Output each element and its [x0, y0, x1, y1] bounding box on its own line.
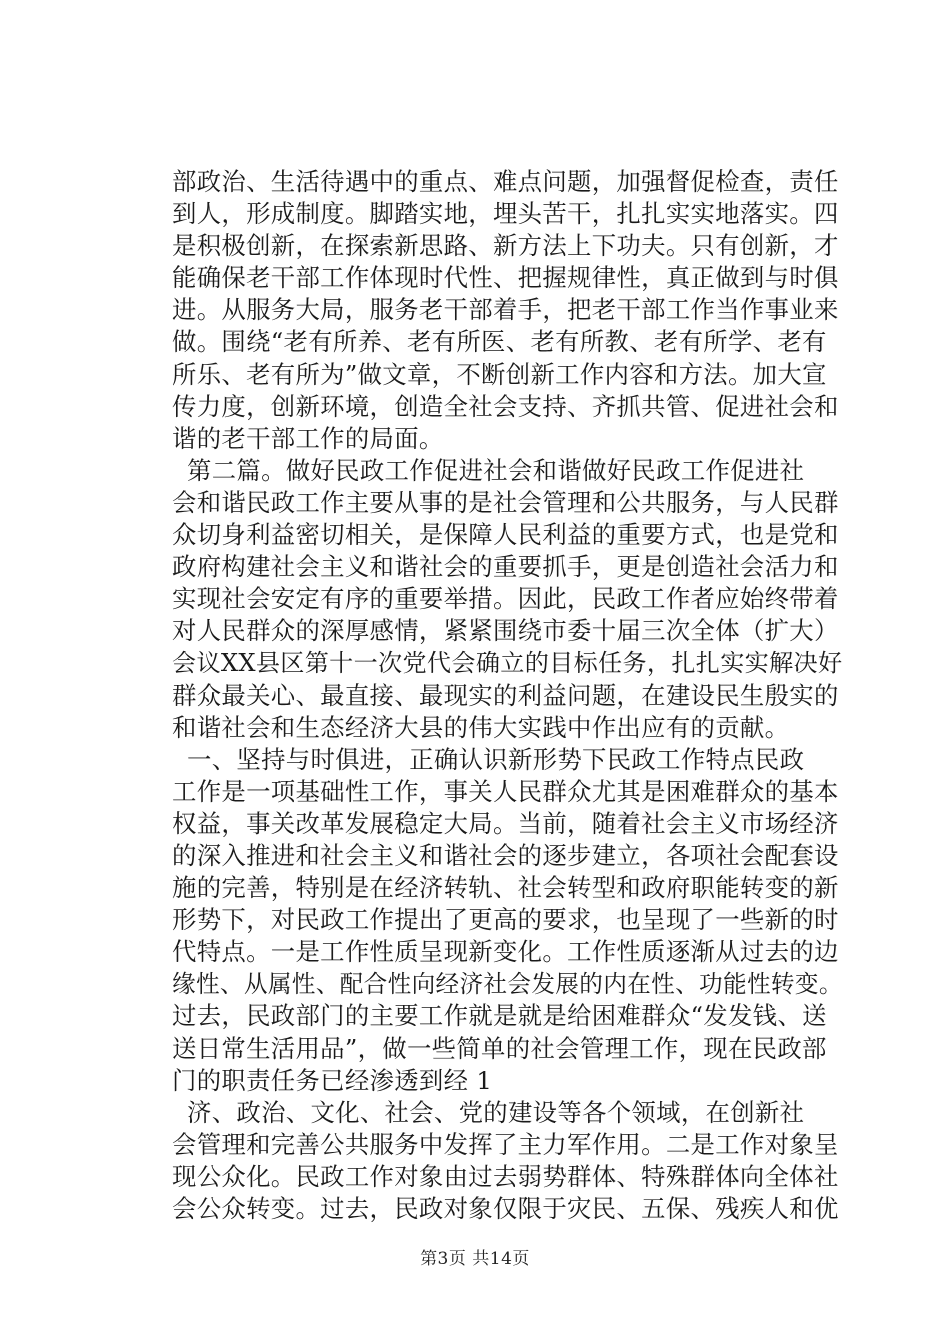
text-line: 会议XX县区第十一次党代会确立的目标任务，扎扎实实解决好 [172, 649, 843, 678]
text-line: 门的职责任务已经渗透到经 1 [172, 1065, 493, 1095]
text-line: 进。从服务大局，服务老干部着手，把老干部工作当作事业来 [172, 295, 839, 325]
page-footer: 第3页 共14页 [420, 1249, 530, 1269]
text-line: 实现社会安定有序的重要举措。因此，民政工作者应始终带着 [172, 584, 839, 614]
text-line: 能确保老干部工作体现时代性、把握规律性，真正做到与时俱 [172, 263, 839, 293]
text-line: 群众最关心、最直接、最现实的利益问题，在建设民生殷实的 [172, 680, 839, 710]
text-line: 到人，形成制度。脚踏实地，埋头苦干，扎扎实实地落实。四 [172, 199, 839, 229]
text-line: 会管理和完善公共服务中发挥了主力军作用。二是工作对象呈 [172, 1129, 839, 1159]
text-line: 对人民群众的深厚感情，紧紧围绕市委十届三次全体（扩大） [172, 616, 839, 646]
text-line: 代特点。一是工作性质呈现新变化。工作性质逐渐从过去的边 [172, 937, 839, 967]
text-line: 工作是一项基础性工作，事关人民群众尤其是困难群众的基本 [172, 776, 839, 806]
document-body [172, 166, 842, 1225]
text-line: 政府构建社会主义和谐社会的重要抓手，更是创造社会活力和 [172, 552, 839, 582]
text-line: 做。围绕“老有所养、老有所医、老有所教、老有所学、老有 [172, 327, 827, 357]
text-line: 会和谐民政工作主要从事的是社会管理和公共服务，与人民群 [172, 487, 839, 517]
text-line: 是积极创新，在探索新思路、新方法上下功夫。只有创新，才 [172, 231, 839, 261]
text-line: 和谐社会和生态经济大县的伟大实践中作出应有的贡献。 [172, 712, 790, 742]
text-line: 谐的老干部工作的局面。 [172, 423, 444, 453]
text-line: 权益，事关改革发展稳定大局。当前，随着社会主义市场经济 [172, 808, 839, 838]
text-line: 过去，民政部门的主要工作就是就是给困难群众“发发钱、送 [172, 1001, 827, 1031]
text-line: 众切身利益密切相关，是保障人民利益的重要方式，也是党和 [172, 520, 839, 550]
text-line: 传力度，创新环境，创造全社会支持、齐抓共管、促进社会和 [172, 391, 839, 421]
text-line: 会公众转变。过去，民政对象仅限于灾民、五保、残疾人和优 [172, 1194, 839, 1223]
text-line: 形势下，对民政工作提出了更高的要求，也呈现了一些新的时 [172, 905, 839, 935]
text-line: 现公众化。民政工作对象由过去弱势群体、特殊群体向全体社 [172, 1161, 839, 1191]
text-line: 部政治、生活待遇中的重点、难点问题，加强督促检查，责任 [172, 167, 839, 196]
paragraph-first-line: 一、坚持与时俱进，正确认识新形势下民政工作特点民政 [187, 744, 805, 774]
text-line: 缘性、从属性、配合性向经济社会发展的内在性、功能性转变。 [172, 970, 843, 999]
text-line: 所乐、老有所为”做文章，不断创新工作内容和方法。加大宣 [172, 359, 827, 389]
text-line: 的深入推进和社会主义和谐社会的逐步建立，各项社会配套设 [172, 840, 839, 870]
text-line: 施的完善，特别是在经济转轨、社会转型和政府职能转变的新 [172, 873, 839, 903]
paragraph-first-line: 济、政治、文化、社会、党的建设等各个领域，在创新社 [187, 1097, 805, 1127]
paragraph-first-line: 第二篇。做好民政工作促进社会和谐做好民政工作促进社 [187, 455, 805, 485]
text-line: 送日常生活用品”，做一些简单的社会管理工作，现在民政部 [172, 1033, 827, 1063]
